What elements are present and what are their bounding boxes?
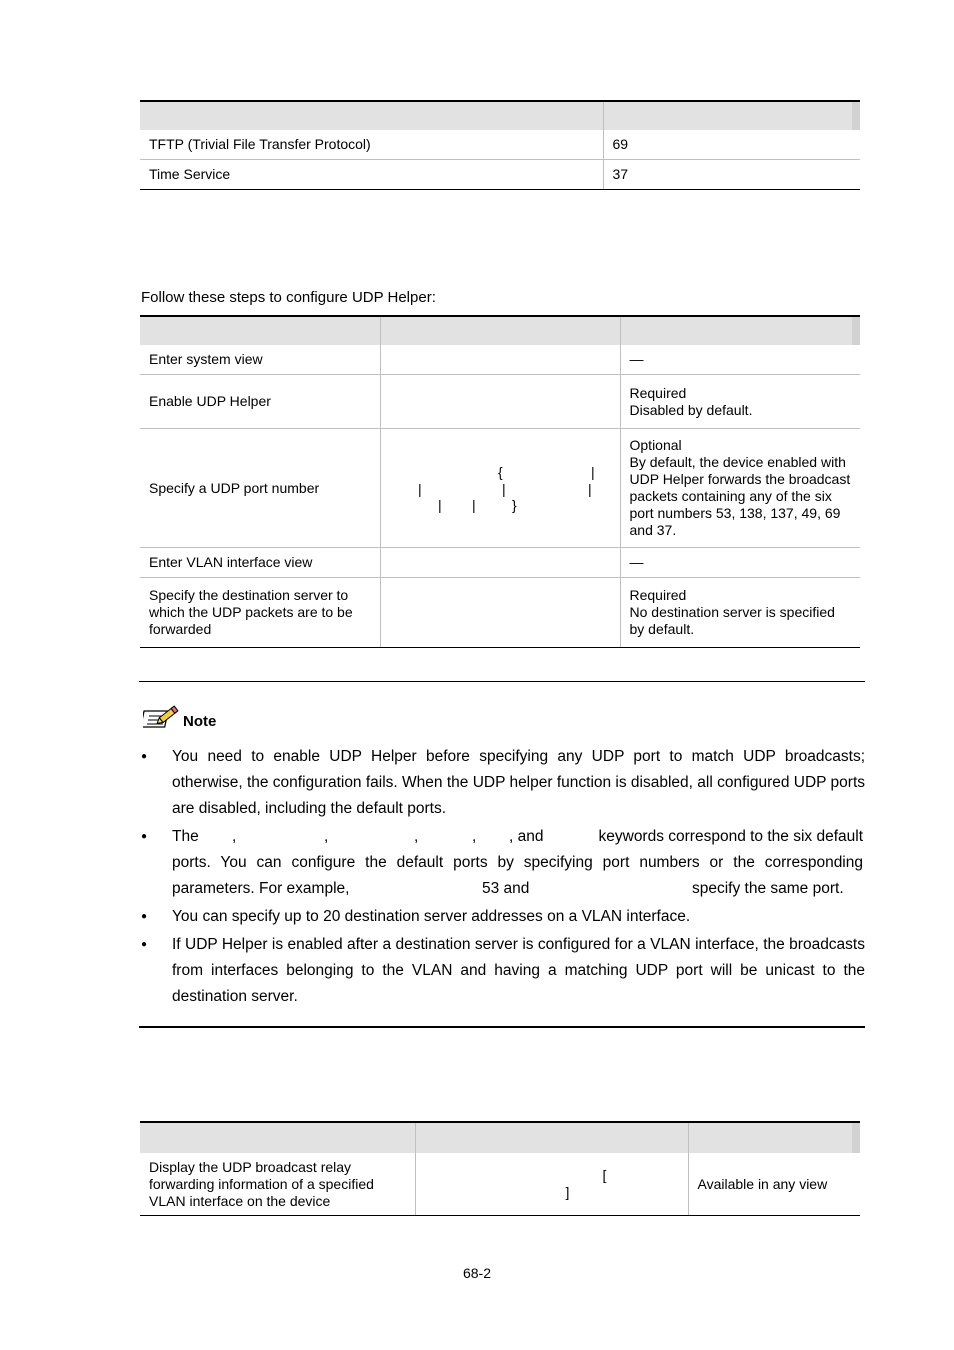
note-label: Note [183,713,217,730]
bullet-fragment: specify the same port. [692,880,844,897]
bullet-fragment: , [414,828,419,845]
bullet-text [172,824,865,902]
table-row [140,548,860,578]
bullet-fragment: keywords correspond to the six default [598,828,863,845]
table-header-cell [140,316,380,345]
syntax-pipe: | [502,481,506,497]
task-cell: Enter VLAN interface view [140,548,380,578]
port-cell: 37 [603,160,860,190]
remark-cell [620,375,860,429]
note-header [143,702,216,730]
protocol-cell: TFTP (Trivial File Transfer Protocol) [140,130,603,160]
note-bullet [139,744,865,822]
command-cell [380,345,620,375]
task-cell: Enter system view [140,345,380,375]
remark-cell: — [620,345,860,375]
task-cell: Specify the destination server to which the UDP packets are to be forwarded [140,578,380,648]
remark-cell: Available in any view [688,1153,860,1216]
udp-port-table [140,100,860,190]
table-header-cell [620,316,860,345]
table-header-cell [140,1122,415,1153]
syntax-pipe: | [418,481,422,497]
bullet-fragment: ports. You can configure the default ports by specifying port numbers or the corresponding [172,854,863,871]
table-row [140,578,860,648]
command-cell [380,578,620,648]
notepad-pencil-icon [143,702,181,730]
syntax-pipe: | [438,497,442,513]
bullet-dot: ● [141,831,148,842]
remark-cell: — [620,548,860,578]
config-intro-text: Follow these steps to configure UDP Helper: [141,289,436,306]
bullet-text: You can specify up to 20 destination server addresses on a VLAN interface. [172,908,691,925]
table-header-cell [603,101,860,130]
bullet-fragment: , and [509,828,544,845]
remark-line: Optional [629,437,682,453]
table-header-cell [140,101,603,130]
syntax-brace: } [512,497,517,513]
note-bullet [139,824,865,902]
task-cell: Specify a UDP port number [140,429,380,548]
remark-cell [620,578,860,648]
table-header-cell [415,1122,688,1153]
syntax-pipe: | [472,497,476,513]
bullet-fragment: parameters. For example, [172,880,350,897]
bullet-fragment: , [232,828,237,845]
display-command-table [140,1121,860,1216]
remark-line: No destination server is specified by default. [629,604,835,637]
command-cell [380,429,620,548]
syntax-pipe: | [591,464,595,480]
bullet-dot: ● [141,939,148,950]
remark-line: Required [629,587,687,603]
table-row [140,160,860,190]
config-steps-table [140,315,860,648]
note-bullet [139,932,865,1010]
bullet-dot: ● [141,751,148,762]
table-header-cell [380,316,620,345]
command-cell [380,375,620,429]
command-cell [415,1153,688,1216]
syntax-brace: { [498,464,503,480]
command-cell [380,548,620,578]
bullet-text: You need to enable UDP Helper before specifying any UDP port to match UDP broadcasts; otherwise, the configuration fails. When the UDP helper function is disabled, all configured UDP ports are disabled, including the default ports. [172,748,865,817]
remark-line: By default, the device enabled with UDP Helper forwards the broadcast packets containing any of the six port numbers 53, 138, 137, 49, 69 and 37. [629,454,851,538]
table-row [140,375,860,429]
bullet-dot: ● [141,911,148,922]
table-header-cell [688,1122,860,1153]
task-cell: Display the UDP broadcast relay forwarding information of a specified VLAN interface on the device [140,1153,415,1216]
table-row [140,429,860,548]
task-cell: Enable UDP Helper [140,375,380,429]
remark-cell [620,429,860,548]
remark-line: Required [629,384,687,401]
bullet-fragment: The [172,828,199,845]
port-cell: 69 [603,130,860,160]
remark-line: Disabled by default. [629,401,753,418]
syntax-bracket: [ [602,1167,607,1183]
table-row [140,130,860,160]
bullet-text: If UDP Helper is enabled after a destination server is configured for a VLAN interface, the broadcasts from interfaces belonging to the VLAN and having a matching UDP port will be unicast to the destination server. [172,936,865,1005]
bullet-fragment: , [472,828,477,845]
syntax-pipe: | [588,481,592,497]
page-number: 68-2 [462,1265,492,1281]
bullet-fragment: 53 and [482,880,530,897]
bullet-fragment: , [324,828,329,845]
note-bullet [139,904,865,930]
table-row [140,345,860,375]
protocol-cell: Time Service [140,160,603,190]
note-box [139,681,865,1028]
syntax-bracket: ] [565,1184,570,1200]
table-row [140,1153,860,1216]
